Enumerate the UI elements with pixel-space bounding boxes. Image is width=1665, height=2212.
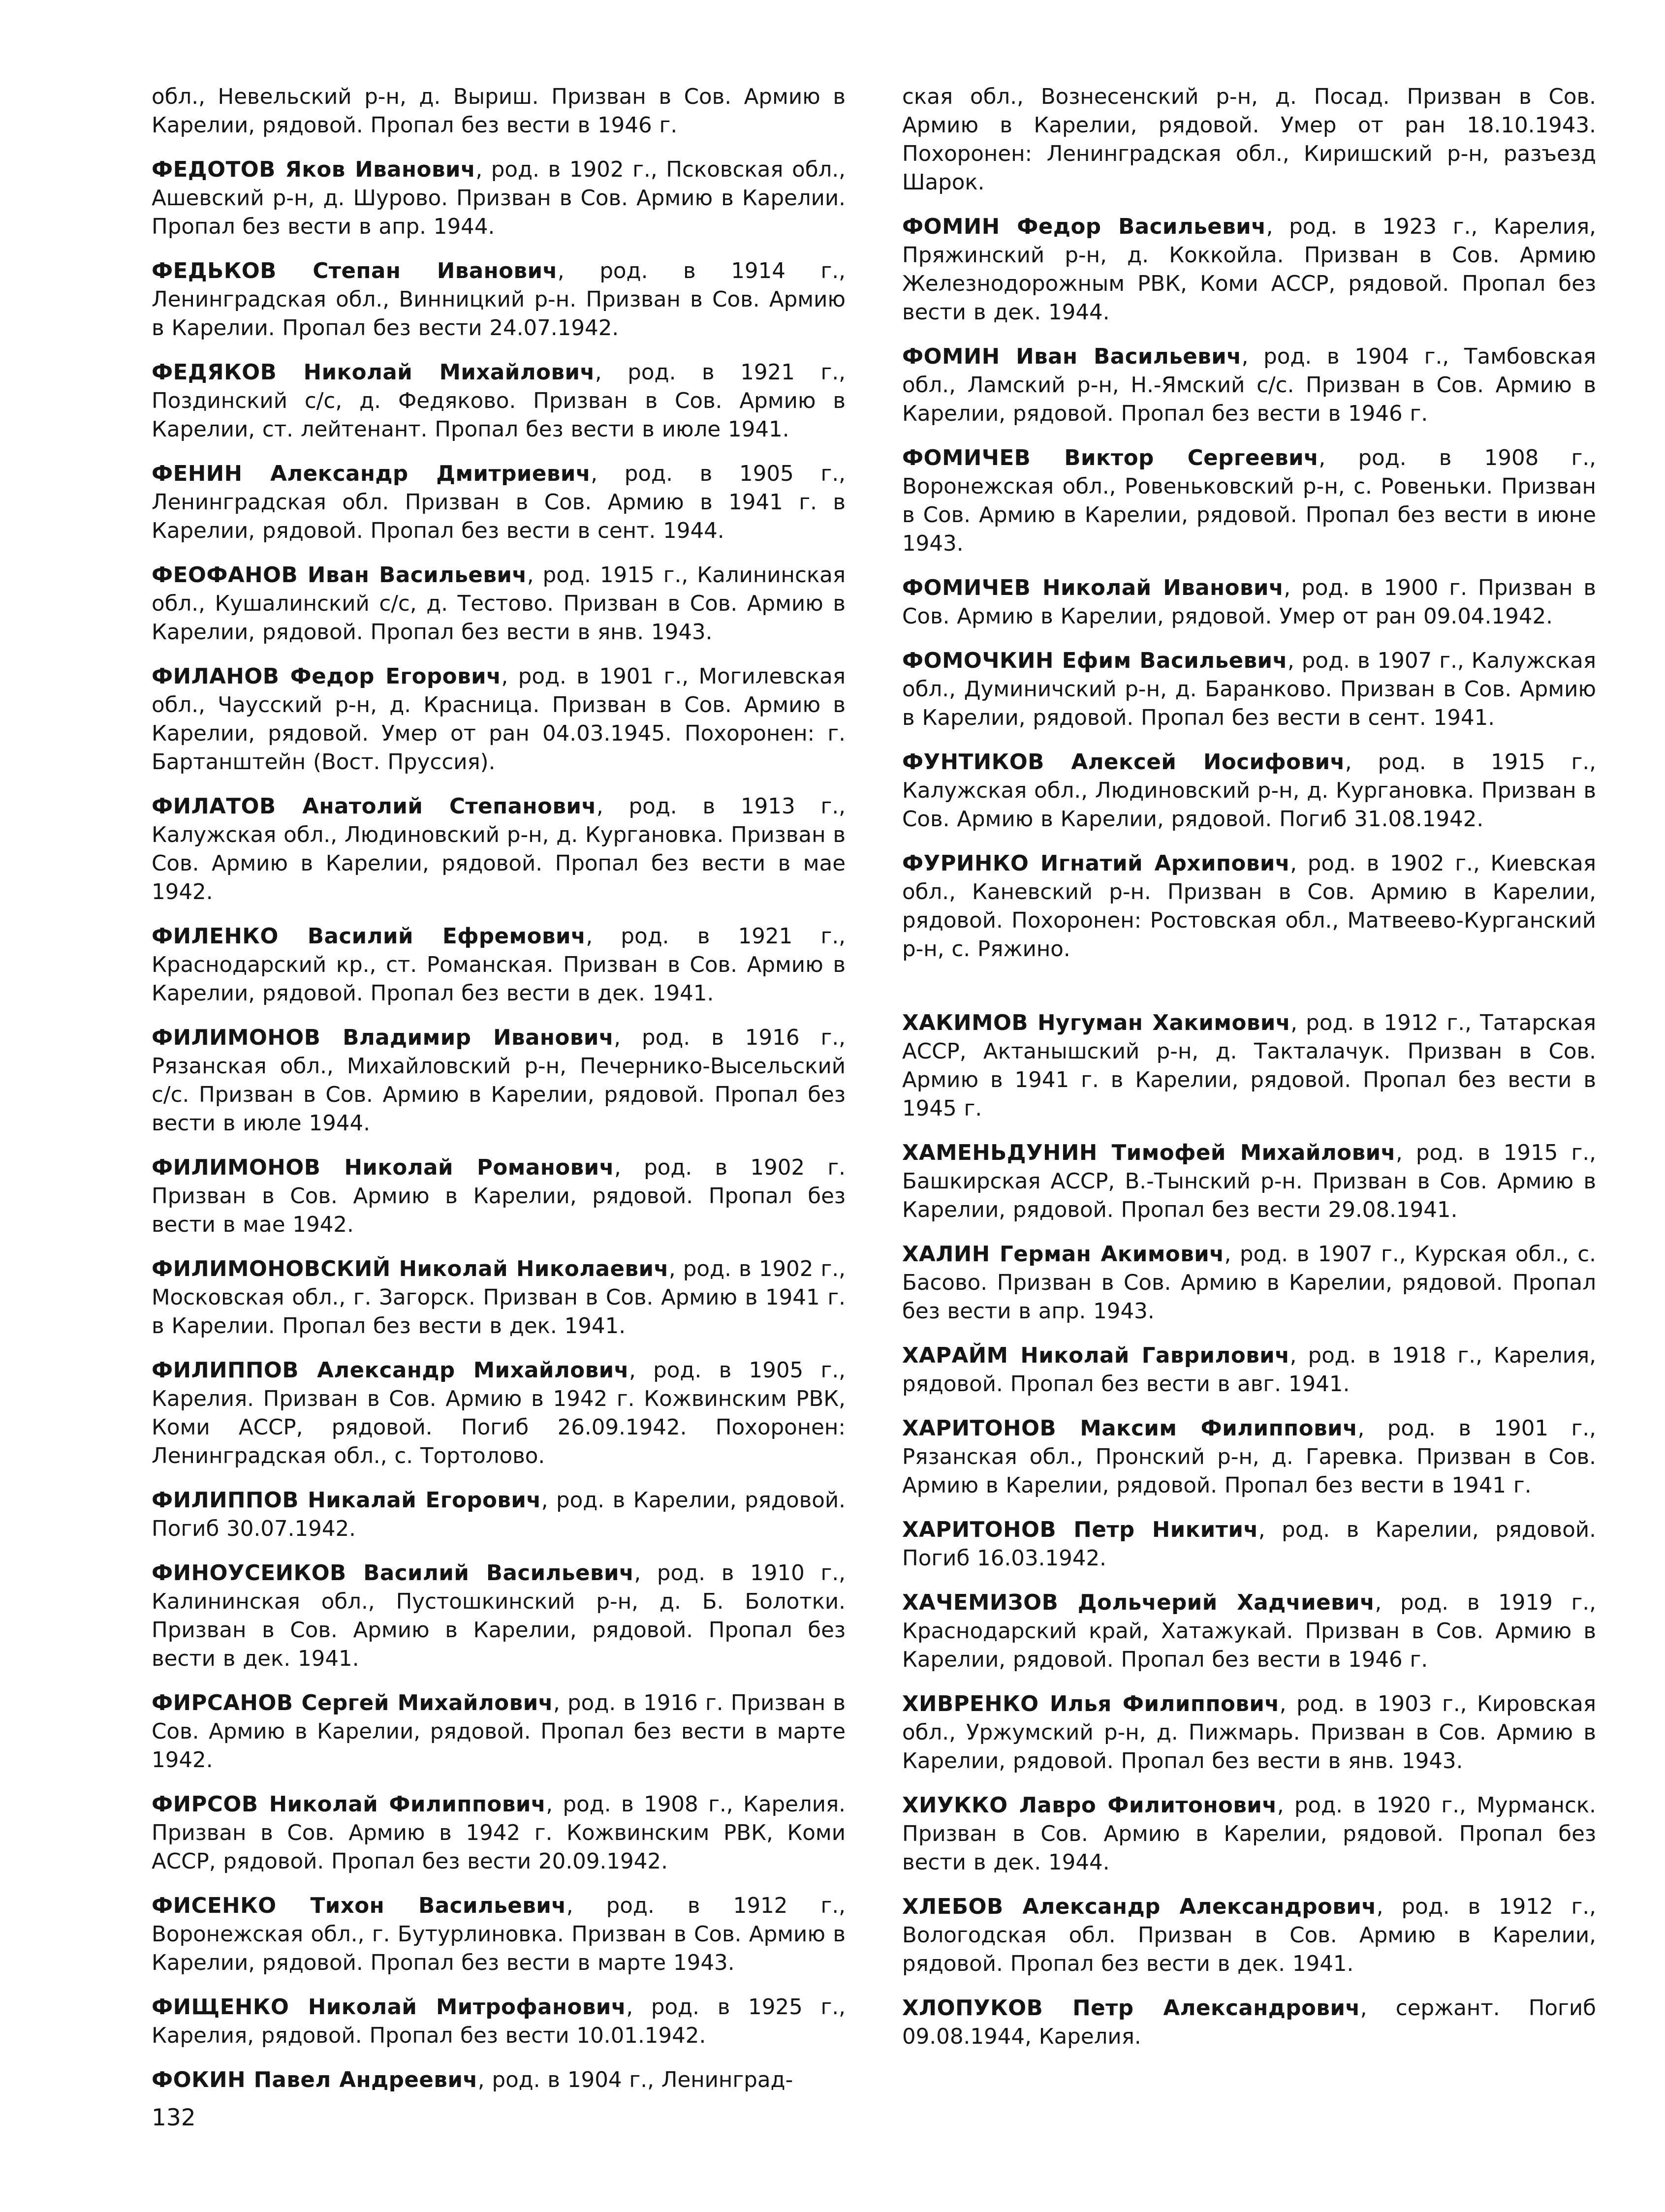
entry: [152, 1689, 846, 1775]
entry: [152, 1486, 846, 1543]
entry: [902, 1690, 1596, 1776]
page-number: 132: [152, 2104, 196, 2131]
entry: [902, 444, 1596, 558]
entry-text: , род. в 1905 г., Карелия. Призван в Сов. Армию в 1942 г. Кожвинским РВК, Коми АССР, рядовой. Погиб 26.09.1942. Похоронен: Ленинградская обл., с. Тортолово.: [152, 1358, 846, 1468]
entry: [902, 213, 1596, 327]
entry: [902, 849, 1596, 964]
entry-name: ФИЛИМОНОВ Николай Романович: [152, 1155, 615, 1180]
entry-text: , род. в 1916 г. Призван в Сов. Армию в Карелии, рядовой. Пропал без вести в марте 1942.: [152, 1691, 846, 1773]
entry-name: ХАМЕНЬДУНИН Тимофей Михайлович: [902, 1141, 1396, 1165]
entry-text: , род. 1915 г., Калининская обл., Кушалинский с/с, д. Тестово. Призван в Сов. Армию в Карелии, рядовой. Пропал без вести в янв. 1943.: [152, 563, 846, 645]
entry-text: , род. в 1912 г., Вологодская обл. Призван в Сов. Армию в Карелии, рядовой. Пропал без вести в дек. 1941.: [902, 1895, 1596, 1976]
entry-text: , род. в 1919 г., Краснодарский край, Хатажукай. Призван в Сов. Армию в Карелии, рядовой. Пропал без вести в 1946 г.: [902, 1590, 1597, 1672]
entry-text: , род. в 1904 г., Ленинград-: [477, 2068, 793, 2092]
entry-name: ФИСЕНКО Тихон Васильевич: [152, 1894, 566, 1918]
entry: [152, 1993, 846, 2050]
entry-text: , сержант. Погиб 09.08.1944, Карелия.: [902, 1996, 1596, 2049]
entry-text: , род. в 1915 г., Башкирская АССР, В.-Тынский р-н. Призван в Сов. Армию в Карелии, рядовой. Пропал без вести 29.08.1941.: [902, 1141, 1596, 1222]
entry: [152, 358, 846, 444]
entry-text: , род. в 1918 г., Карелия, рядовой. Пропал без вести в авг. 1941.: [902, 1343, 1596, 1397]
entry: [902, 1791, 1596, 1877]
entry-name: ХАЛИН Герман Акимович: [902, 1242, 1225, 1267]
entry: [902, 1009, 1596, 1123]
entry-name: ХИВРЕНКО Илья Филиппович: [902, 1692, 1280, 1716]
entry: [152, 156, 846, 241]
entry-text: , род. в 1902 г., Киевская обл., Каневский р-н. Призван в Сов. Армию в Карелии, рядовой. Похоронен: Ростовская обл., Матвеево-Курганский р-н, с. Ряжино.: [902, 851, 1597, 962]
entry: [152, 1892, 846, 1977]
entry-text: , род. в 1921 г., Краснодарский кр., ст. Романская. Призван в Сов. Армию в Карелии, рядовой. Пропал без вести в дек. 1941.: [152, 924, 846, 1006]
entry: [152, 662, 846, 777]
entry-text: , род. в 1901 г., Могилевская обл., Чаусский р-н, д. Красница. Призван в Сов. Армию в Карелии, рядовой. Умер от ран 04.03.1945. Похоронен: г. Бартанштейн (Вост. Пруссия).: [152, 664, 846, 775]
entry: [152, 1255, 846, 1340]
entry: [902, 748, 1596, 834]
entry-text: , род. в 1914 г., Ленинградская обл., Винницкий р-н. Призван в Сов. Армию в Карелии. Пропал без вести 24.07.1942.: [152, 259, 846, 341]
entry: [152, 1790, 846, 1876]
entry-text: , род. в 1921 г., Поздинский с/с, д. Федяково. Призван в Сов. Армию в Карелии, ст. лейтенант. Пропал без вести в июле 1941.: [152, 360, 846, 442]
entry-text: , род. в 1907 г., Курская обл., с. Басово. Призван в Сов. Армию в Карелии, рядовой. Пропал без вести в апр. 1943.: [902, 1242, 1596, 1324]
entry-text: , род. в 1902 г., Псковская обл., Ашевский р-н, д. Шурово. Призван в Сов. Армию в Карелии. Пропал без вести в апр. 1944.: [152, 157, 846, 239]
entry: [902, 1414, 1596, 1500]
entry-name: ХАРИТОНОВ Петр Никитич: [902, 1518, 1258, 1542]
entry-text: , род. в 1916 г., Рязанская обл., Михайловский р-н, Печернико-Высельский с/с. Призван в Сов. Армию в Карелии, рядовой. Пропал без вести в июле 1944.: [152, 1026, 846, 1136]
entry-text: , род. в 1904 г., Тамбовская обл., Ламский р-н, Н.-Ямский с/с. Призван в Сов. Армию в Карелии, рядовой. Пропал без вести в 1946 г.: [902, 344, 1596, 426]
entry-name: ФИЛЕНКО Василий Ефремович: [152, 924, 586, 949]
entry-text: , род. в 1912 г., Татарская АССР, Актанышский р-н, д. Такталачук. Призван в Сов. Армию в 1941 г. в Карелии, рядовой. Пропал без вести в 1945 г.: [902, 1011, 1596, 1121]
entry: [902, 343, 1596, 428]
entry-name: ФУНТИКОВ Алексей Иосифович: [902, 750, 1345, 775]
entry-name: ФОМИН Иван Васильевич: [902, 344, 1242, 369]
entry-text: , род. в 1902 г. Призван в Сов. Армию в Карелии, рядовой. Пропал без вести в мае 1942.: [152, 1155, 846, 1237]
entry-text: ская обл., Вознесенский р-н, д. Посад. Призван в Сов. Армию в Карелии, рядовой. Умер от ран 18.10.1943. Похоронен: Ленинградская обл., Киришский р-н, разъезд Шарок.: [902, 85, 1596, 195]
entry-name: ФЕНИН Александр Дмитриевич: [152, 462, 591, 486]
entry-name: ХЛЕБОВ Александр Александрович: [902, 1895, 1377, 1919]
entry-text: , род. в 1915 г., Калужская обл., Людиновский р-н, д. Кургановка. Призван в Сов. Армию в Карелии, рядовой. Погиб 31.08.1942.: [902, 750, 1596, 832]
entry: [902, 1516, 1596, 1573]
entry-text: , род. в 1912 г., Воронежская обл., г. Бутурлиновка. Призван в Сов. Армию в Карелии, рядовой. Пропал без вести в марте 1943.: [152, 1894, 846, 1975]
entry-name: ФОМИН Федор Васильевич: [902, 215, 1266, 239]
entry: [902, 1893, 1596, 1978]
entry-text: , род. в 1925 г., Карелия, рядовой. Пропал без вести 10.01.1942.: [152, 1995, 846, 2048]
entry-name: ХЛОПУКОВ Петр Александрович: [902, 1996, 1360, 2021]
entry: [902, 1589, 1596, 1674]
entry-name: ФИНОУСЕИКОВ Василий Васильевич: [152, 1561, 634, 1586]
entry-name: ХАРАЙМ Николай Гаврилович: [902, 1343, 1290, 1368]
left-column: [152, 83, 846, 2110]
entry-name: ФОМИЧЕВ Николай Иванович: [902, 576, 1284, 600]
entry-text: , род. в 1900 г. Призван в Сов. Армию в Карелии, рядовой. Умер от ран 09.04.1942.: [902, 576, 1596, 629]
entry-name: ХАЧЕМИЗОВ Дольчерий Хадчиевич: [902, 1590, 1375, 1615]
entry-name: ФОМИЧЕВ Виктор Сергеевич: [902, 446, 1319, 470]
entry-name: ФИЛИППОВ Александр Михайлович: [152, 1358, 629, 1383]
entry: [152, 1356, 846, 1470]
entry: [902, 647, 1596, 732]
entry-name: ФИЛИППОВ Никалай Егорович: [152, 1488, 541, 1513]
entry-name: ФИЛИМОНОВ Владимир Иванович: [152, 1026, 614, 1050]
entry-text: , род. в 1908 г., Воронежская обл., Ровеньковский р-н, с. Ровеньки. Призван в Сов. Армию в Карелии, рядовой. Пропал без вести в июне 1943.: [902, 446, 1596, 556]
entry-name: ФИЛАНОВ Федор Егорович: [152, 664, 502, 689]
entry: [902, 1139, 1596, 1224]
entry: [152, 2066, 846, 2094]
entry-name: ФЕОФАНОВ Иван Васильевич: [152, 563, 527, 588]
entry-text: , род. в 1907 г., Калужская обл., Думиничский р-н, д. Баранково. Призван в Сов. Армию в Карелии, рядовой. Пропал без вести в сент. 1941.: [902, 649, 1597, 730]
entry-name: ФИЛАТОВ Анатолий Степанович: [152, 794, 597, 819]
entry: [902, 1240, 1596, 1326]
entry: [152, 460, 846, 545]
entry: [152, 83, 846, 140]
entry-text: , род. в 1908 г., Карелия. Призван в Сов. Армию в 1942 г. Кожвинским РВК, Коми АССР, рядовой. Пропал без вести 20.09.1942.: [152, 1792, 846, 1874]
entry: [152, 792, 846, 906]
entry-text: , род. в 1913 г., Калужская обл., Людиновский р-н, д. Кургановка. Призван в Сов. Армию в Карелии, рядовой. Пропал без вести в мае 1942.: [152, 794, 846, 904]
entry-name: ФИРСОВ Николай Филиппович: [152, 1792, 546, 1817]
entry-text: , род. в Карелии, рядовой. Погиб 16.03.1942.: [902, 1518, 1596, 1571]
entry-name: ХАКИМОВ Нугуман Хакимович: [902, 1011, 1291, 1035]
entry-text: , род. в 1901 г., Рязанская обл., Пронский р-н, д. Гаревка. Призван в Сов. Армию в Карелии, рядовой. Пропал без вести в 1941 г.: [902, 1416, 1596, 1498]
entry-name: ФИРСАНОВ Сергей Михайлович: [152, 1691, 554, 1715]
entry-text: , род. в 1920 г., Мурманск. Призван в Сов. Армию в Карелии, рядовой. Пропал без вести в дек. 1944.: [902, 1793, 1597, 1875]
entry: [902, 574, 1596, 631]
entry-text: , род. в 1910 г., Калининская обл., Пустошкинский р-н, д. Б. Болотки. Призван в Сов. Армию в Карелии, рядовой. Пропал без вести в дек. 1941.: [152, 1561, 846, 1671]
entry: [152, 1024, 846, 1138]
entry-name: ФИЩЕНКО Николай Митрофанович: [152, 1995, 627, 2020]
entry-name: ФОМОЧКИН Ефим Васильевич: [902, 649, 1288, 673]
entry-text: , род. в 1902 г., Московская обл., г. Загорск. Призван в Сов. Армию в 1941 г. в Карелии. Пропал без вести в дек. 1941.: [152, 1257, 846, 1339]
entry: [152, 257, 846, 343]
entry-name: ФОКИН Павел Андреевич: [152, 2068, 478, 2092]
entry: [152, 561, 846, 647]
entry: [902, 83, 1596, 197]
entry-name: ФУРИНКО Игнатий Архипович: [902, 851, 1290, 876]
entry: [152, 1153, 846, 1239]
entry: [152, 1559, 846, 1673]
entry: [902, 1341, 1596, 1399]
entry-name: ФИЛИМОНОВСКИЙ Николай Николаевич: [152, 1257, 669, 1281]
entry-name: ФЕДЯКОВ Николай Михайлович: [152, 360, 595, 385]
entry-text: обл., Невельский р-н, д. Выриш. Призван в Сов. Армию в Карелии, рядовой. Пропал без вести в 1946 г.: [152, 85, 846, 138]
entry-name: ФЕДОТОВ Яков Иванович: [152, 157, 476, 182]
entry-text: , род. в 1903 г., Кировская обл., Уржумский р-н, д. Пижмарь. Призван в Сов. Армию в Карелии, рядовой. Пропал без вести в янв. 1943.: [902, 1692, 1596, 1774]
entry: [902, 1994, 1596, 2051]
entry-name: ХАРИТОНОВ Максим Филиппович: [902, 1416, 1358, 1441]
entry-name: ХИУККО Лавро Филитонович: [902, 1793, 1277, 1818]
entry-text: , род. в 1905 г., Ленинградская обл. Призван в Сов. Армию в 1941 г. в Карелии, рядовой. Пропал без вести в сент. 1944.: [152, 462, 846, 543]
entry-text: , род. в 1923 г., Карелия, Пряжинский р-н, д. Коккойла. Призван в Сов. Армию Железнодорожным РВК, Коми АССР, рядовой. Пропал без вести в дек. 1944.: [902, 215, 1596, 325]
right-column: [902, 83, 1596, 2067]
entry-name: ФЕДЬКОВ Степан Иванович: [152, 259, 558, 283]
entry-text: , род. в Карелии, рядовой. Погиб 30.07.1942.: [152, 1488, 846, 1541]
entry: [152, 922, 846, 1008]
